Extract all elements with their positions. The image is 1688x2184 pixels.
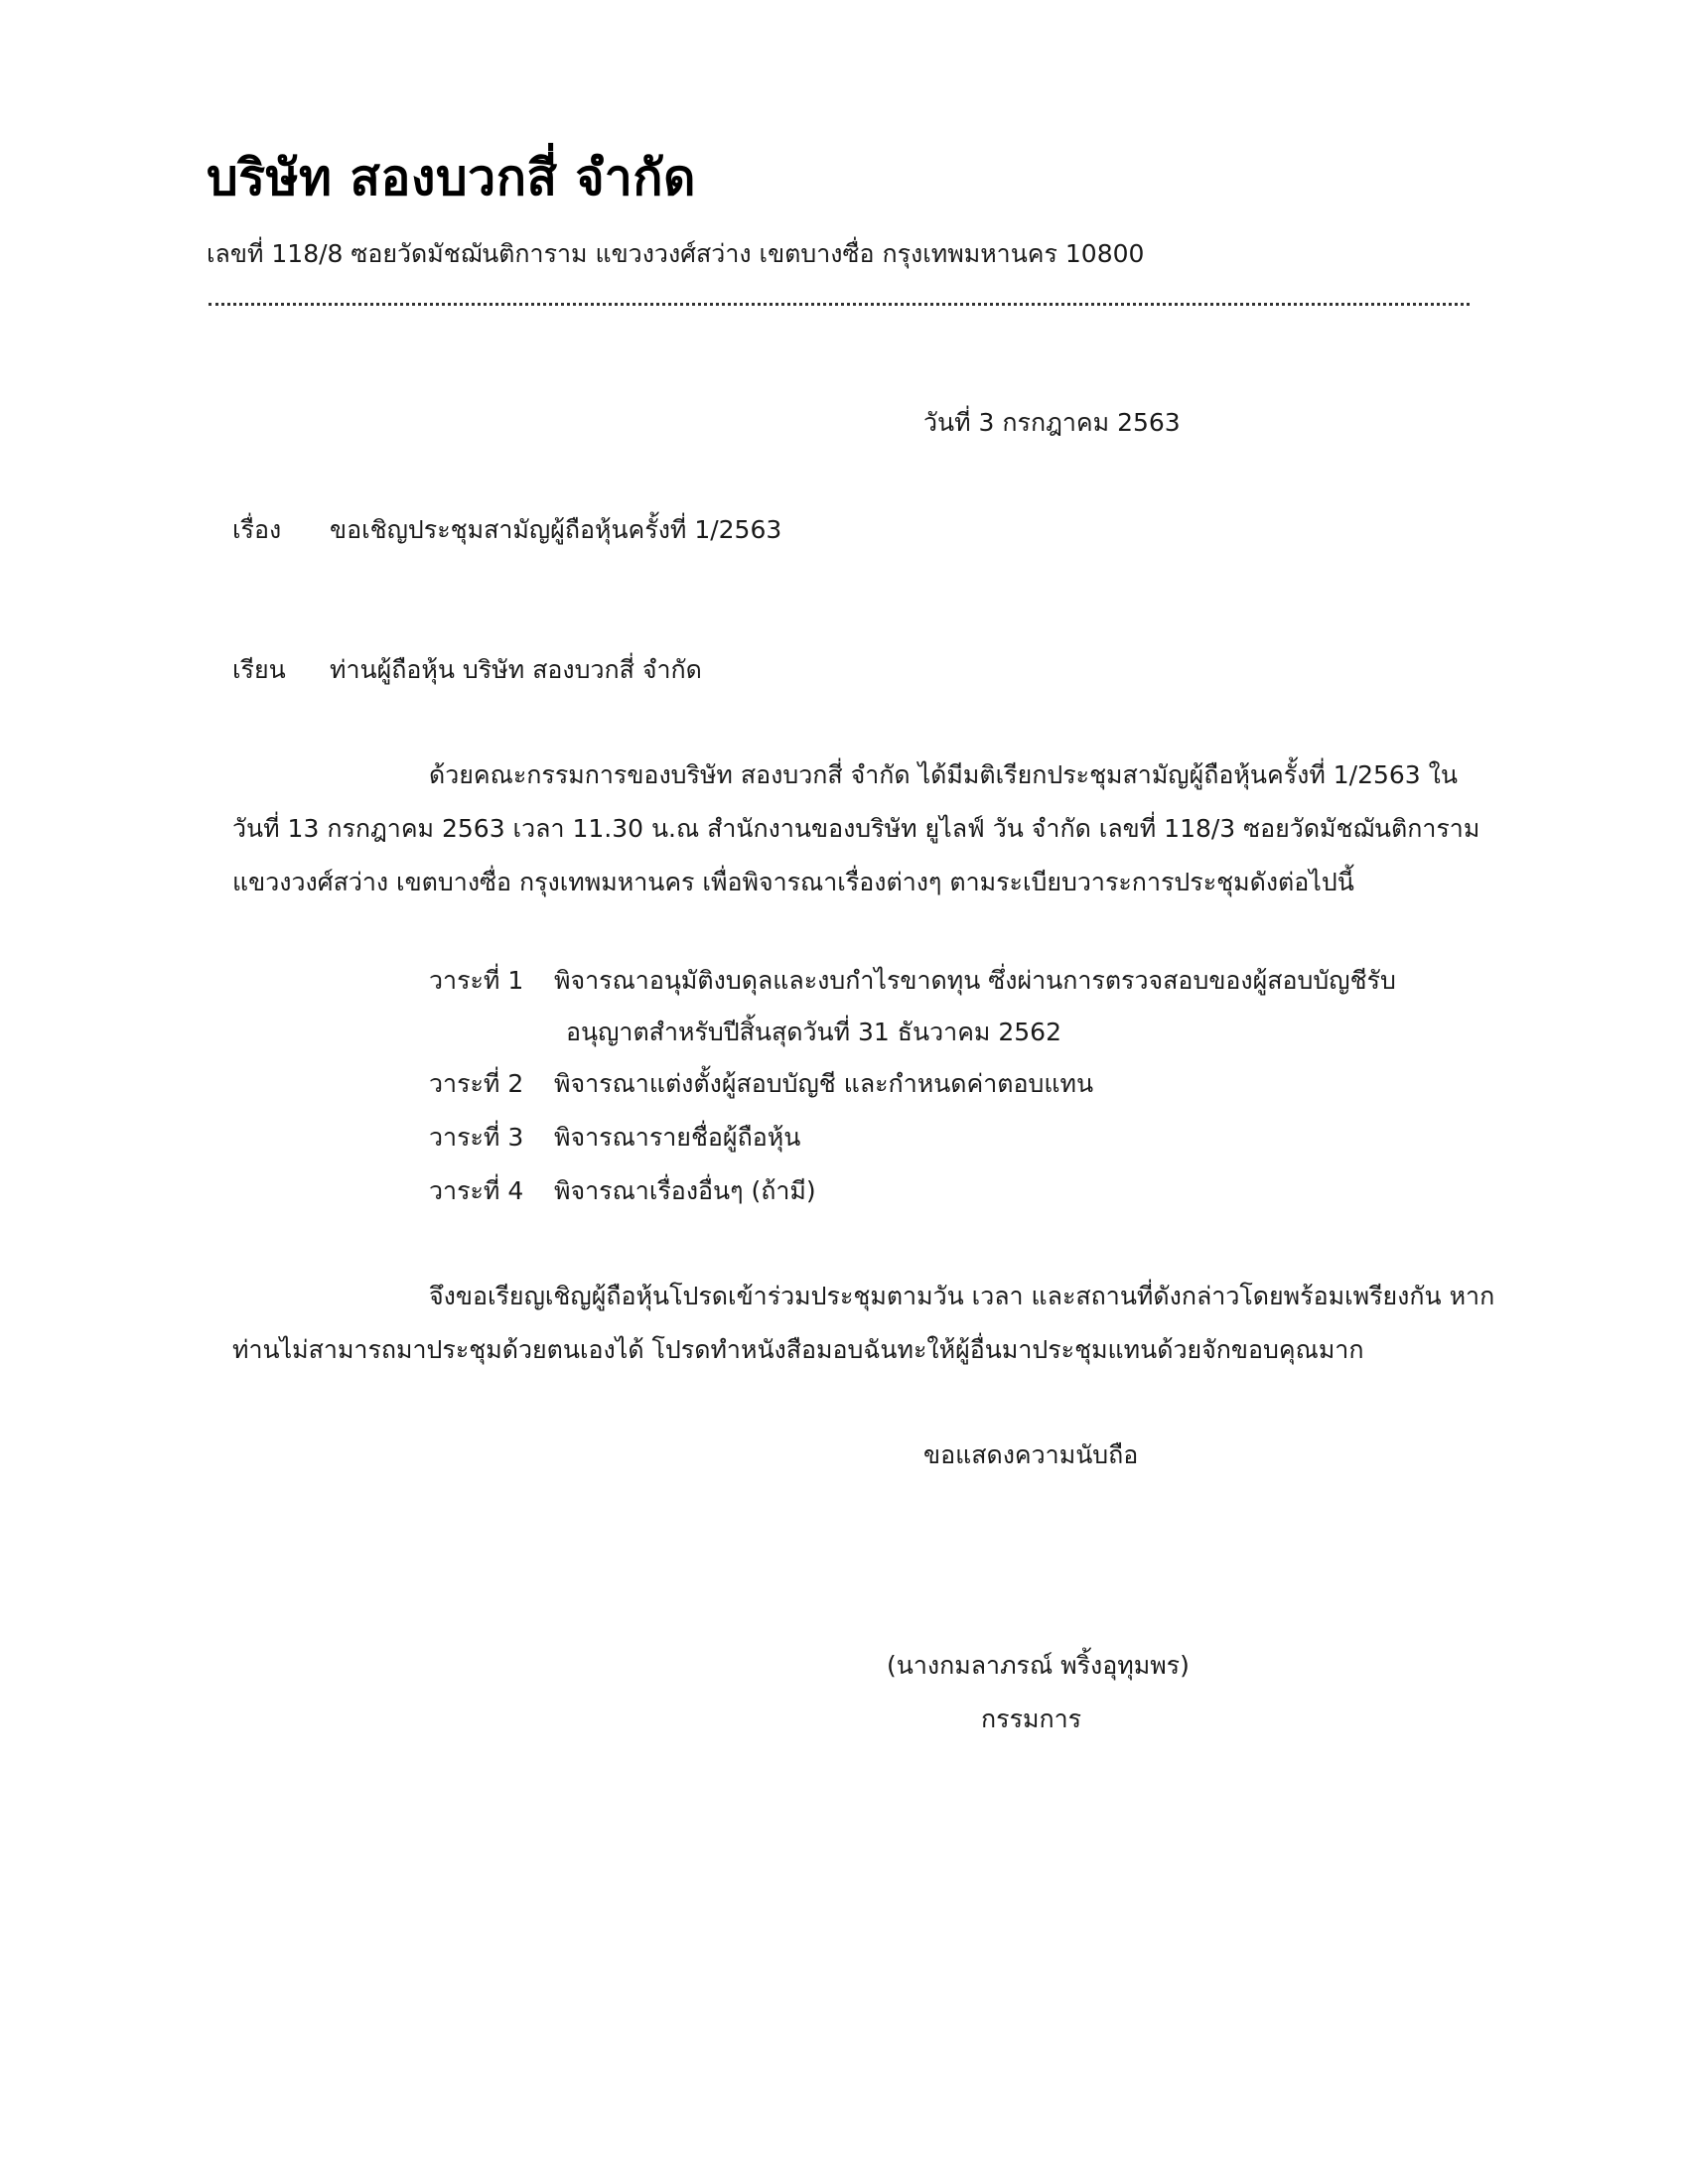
agenda-item-1-text: พิจารณาอนุมัติงบดุลและงบกำไรขาดทุน ซึ่งผ่านการตรวจสอบของผู้สอบบัญชีรับ <box>554 966 1396 995</box>
agenda-item-3-label: วาระที่ 3 <box>429 1123 524 1152</box>
salutation-label: เรียน <box>232 655 286 684</box>
agenda-item-2-text: พิจารณาแต่งตั้งผู้สอบบัญชี และกำหนดค่าตอบแทน <box>554 1069 1094 1098</box>
paragraph2-line: ท่านไม่สามารถมาประชุมด้วยตนเองได้ โปรดทำหนังสือมอบฉันทะให้ผู้อื่นมาประชุมแทนด้วยจักขอบคุณมาก <box>232 1335 1364 1364</box>
subject-label: เรื่อง <box>232 515 282 544</box>
letter-date: วันที่ 3 กรกฎาคม 2563 <box>923 408 1181 437</box>
subject-text: ขอเชิญประชุมสามัญผู้ถือหุ้นครั้งที่ 1/2563 <box>330 515 782 544</box>
agenda-item-4-label: วาระที่ 4 <box>429 1176 524 1205</box>
agenda-item-3-text: พิจารณารายชื่อผู้ถือหุ้น <box>554 1123 801 1152</box>
salutation-text: ท่านผู้ถือหุ้น บริษัท สองบวกสี่ จำกัด <box>330 655 702 684</box>
paragraph1-line: แขวงวงศ์สว่าง เขตบางซื่อ กรุงเทพมหานคร เพื่อพิจารณาเรื่องต่างๆ ตามระเบียบวาระการประชุมดังต่อไปนี้ <box>232 868 1354 896</box>
paragraph1-line: วันที่ 13 กรกฎาคม 2563 เวลา 11.30 น.ณ สำนักงานของบริษัท ยูไลฟ์ วัน จำกัด เลขที่ 118/3 ซอยวัดมัชฌันติการาม <box>232 814 1480 843</box>
signatory-name: (นางกมลาภรณ์ พริ้งอุทุมพร) <box>887 1651 1190 1680</box>
agenda-item-2-label: วาระที่ 2 <box>429 1069 524 1098</box>
paragraph1-line: ด้วยคณะกรรมการของบริษัท สองบวกสี่ จำกัด ได้มีมติเรียกประชุมสามัญผู้ถือหุ้นครั้งที่ 1/2563 ใน <box>429 760 1458 789</box>
company-address: เลขที่ 118/8 ซอยวัดมัชฌันติการาม แขวงวงศ์สว่าง เขตบางซื่อ กรุงเทพมหานคร 10800 <box>207 239 1145 268</box>
company-name: บริษัท สองบวกสี่ จำกัด <box>207 149 697 206</box>
signatory-role: กรรมการ <box>981 1705 1082 1733</box>
agenda-item-1-label: วาระที่ 1 <box>429 966 524 995</box>
paragraph2-line: จึงขอเรียญเชิญผู้ถือหุ้นโปรดเข้าร่วมประชุมตามวัน เวลา และสถานที่ดังกล่าวโดยพร้อมเพรียงกัน หาก <box>429 1282 1495 1310</box>
closing-phrase: ขอแสดงความนับถือ <box>923 1440 1139 1469</box>
agenda-item-1-continuation: อนุญาตสำหรับปีสิ้นสุดวันที่ 31 ธันวาคม 2562 <box>566 1018 1061 1046</box>
letterhead-divider <box>209 303 1470 306</box>
agenda-item-4-text: พิจารณาเรื่องอื่นๆ (ถ้ามี) <box>554 1176 816 1205</box>
